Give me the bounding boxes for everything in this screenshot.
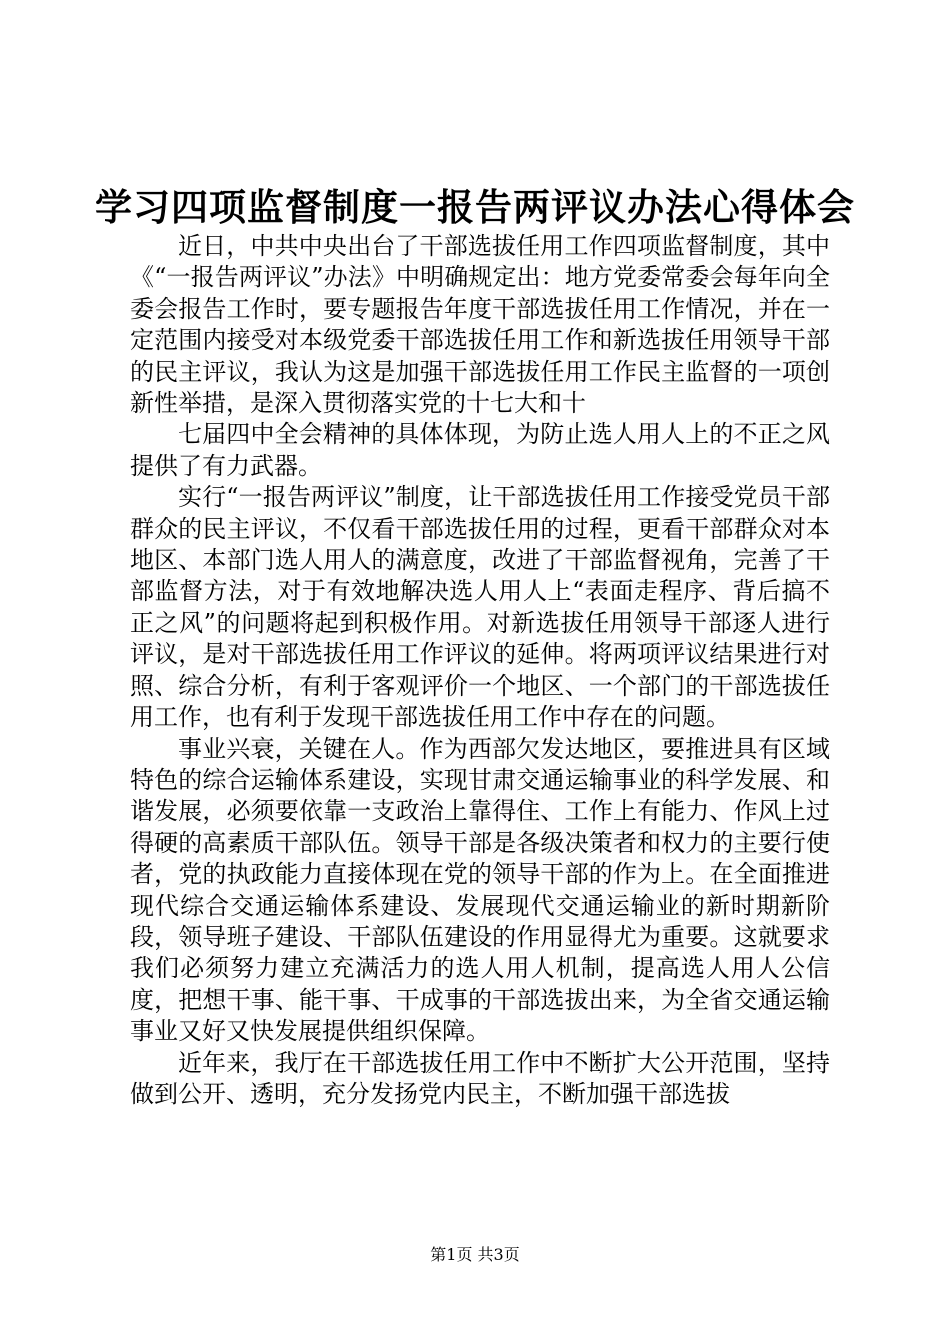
- document-body: [130, 231, 830, 1110]
- paragraph-2: 七届四中全会精神的具体体现，为防止选人用人上的不正之风提供了有力武器。: [130, 420, 830, 480]
- paragraph-3: 实行“一报告两评议”制度，让干部选拔任用工作接受党员干部群众的民主评议，不仅看干部选拔任用的过程，更看干部群众对本地区、本部门选人用人的满意度，改进了干部监督视角，完善了干部监督方法，对于有效地解决选人用人上“表面走程序、背后搞不正之风”的问题将起到积极作用。对新选拔任用领导干部逐人进行评议，是对干部选拔任用工作评议的延伸。将两项评议结果进行对照、综合分析，有利于客观评价一个地区、一个部门的干部选拔任用工作，也有利于发现干部选拔任用工作中存在的问题。: [130, 483, 830, 732]
- paragraph-4: 事业兴衰，关键在人。作为西部欠发达地区，要推进具有区域特色的综合运输体系建设，实现甘肃交通运输事业的科学发展、和谐发展，必须要依靠一支政治上靠得住、工作上有能力、作风上过得硬的高素质干部队伍。领导干部是各级决策者和权力的主要行使者，党的执政能力直接体现在党的领导干部的作为上。在全面推进现代综合交通运输体系建设、发展现代交通运输业的新时期新阶段，领导班子建设、干部队伍建设的作用显得尤为重要。这就要求我们必须努力建立充满活力的选人用人机制，提高选人用人公信度，把想干事、能干事、干成事的干部选拔出来，为全省交通运输事业又好又快发展提供组织保障。: [130, 734, 830, 1046]
- page-number-footer: 第1页 共3页: [430, 1245, 520, 1264]
- paragraph-5: 近年来，我厅在干部选拔任用工作中不断扩大公开范围，坚持做到公开、透明，充分发扬党内民主，不断加强干部选拔: [130, 1048, 830, 1108]
- paragraph-1: 近日，中共中央出台了干部选拔任用工作四项监督制度，其中《“一报告两评议”办法》中明确规定出：地方党委常委会每年向全委会报告工作时，要专题报告年度干部选拔任用工作情况，并在一定范围内接受对本级党委干部选拔任用工作和新选拔任用领导干部的民主评议，我认为这是加强干部选拔任用工作民主监督的一项创新性举措，是深入贯彻落实党的十七大和十: [130, 232, 830, 418]
- document-title: 学习四项监督制度一报告两评议办法心得体会: [95, 185, 855, 229]
